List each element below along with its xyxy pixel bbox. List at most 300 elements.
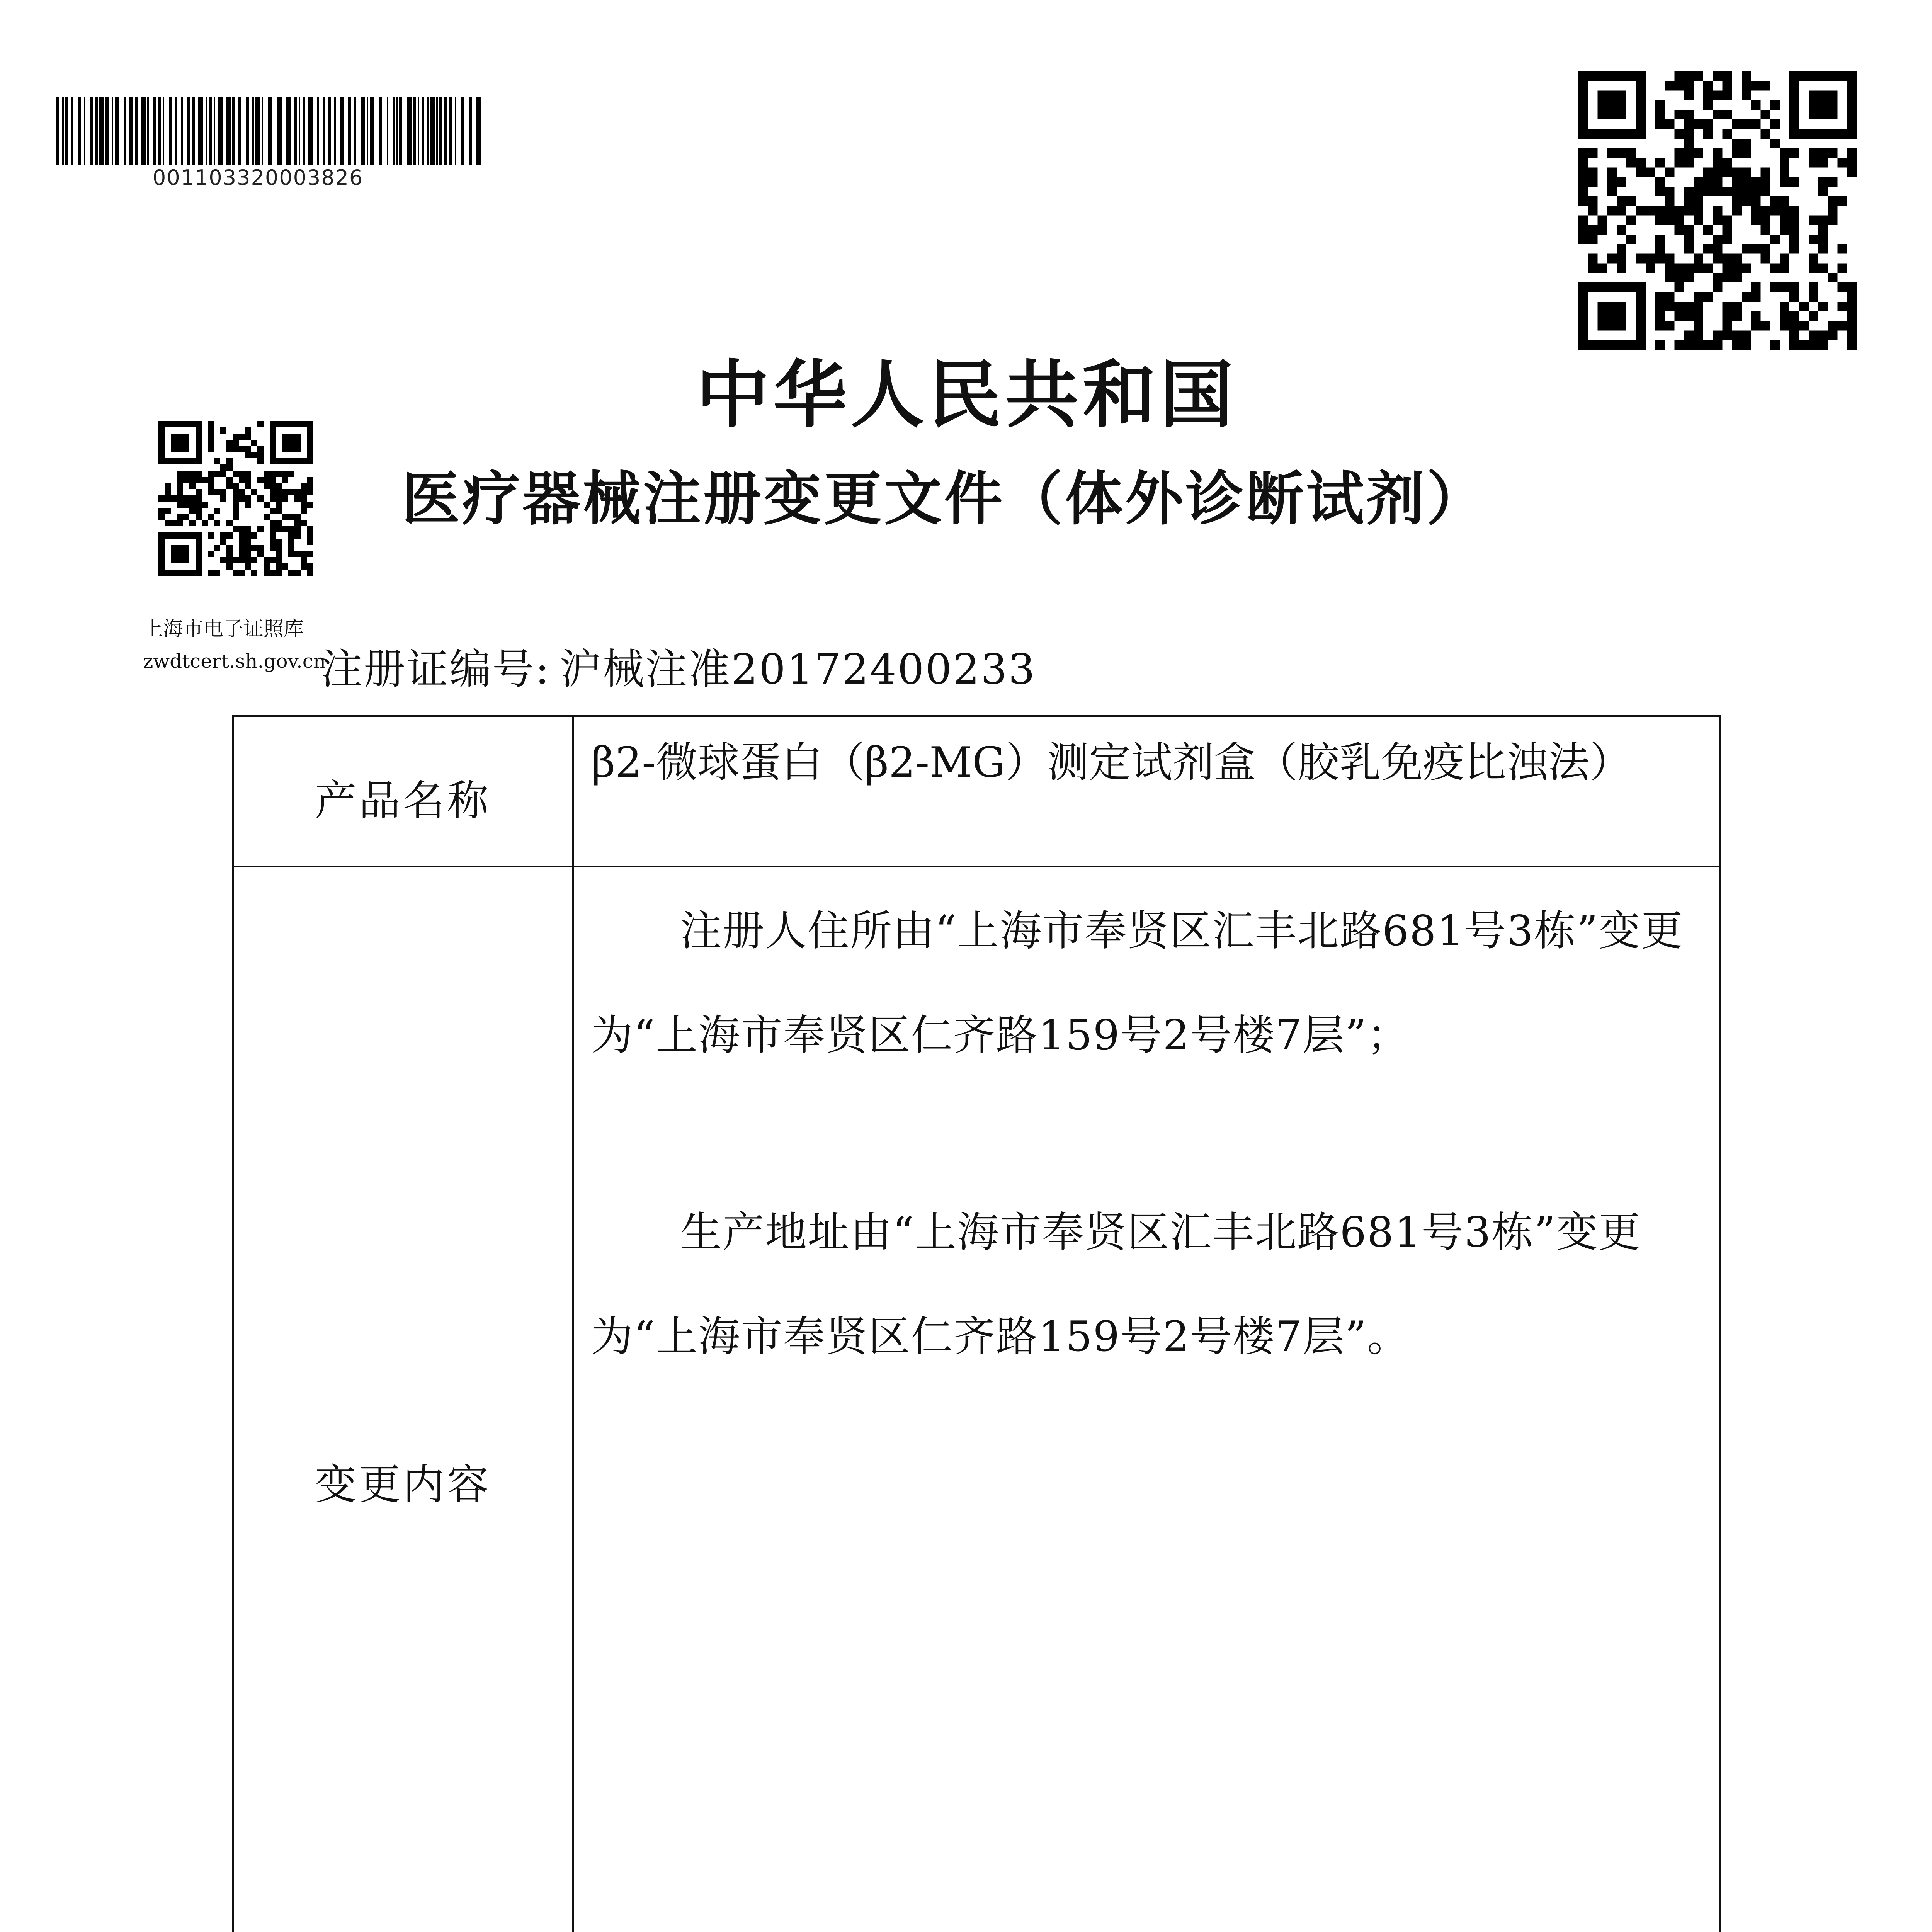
qr-module	[1684, 110, 1694, 119]
qr-module	[1674, 282, 1684, 292]
qr-module	[1674, 158, 1684, 167]
qr-module	[1655, 100, 1665, 110]
qr-module	[1789, 206, 1799, 216]
qr-module	[288, 489, 294, 495]
qr-module	[270, 520, 276, 526]
qr-module	[276, 520, 282, 526]
qr-module	[226, 557, 233, 563]
qr-module	[1684, 187, 1694, 196]
qr-module	[1684, 311, 1694, 321]
qr-module	[1780, 225, 1789, 235]
registration-number-line	[321, 636, 1036, 696]
qr-module	[1732, 311, 1742, 321]
qr-module	[301, 489, 307, 495]
qr-module	[1742, 71, 1751, 81]
qr-module	[257, 495, 264, 502]
qr-module	[239, 539, 245, 545]
qr-module	[1809, 292, 1818, 302]
qr-module	[1732, 302, 1742, 311]
barcode-bar	[317, 97, 319, 165]
qr-module	[1751, 119, 1761, 129]
qr-module	[294, 551, 301, 557]
qr-module	[245, 545, 251, 551]
qr-module	[189, 502, 196, 508]
qr-module	[1789, 292, 1799, 302]
qr-module	[1722, 110, 1732, 119]
qr-module	[220, 532, 226, 539]
product-name-label: 产品名称	[315, 777, 491, 825]
qr-module	[1617, 177, 1626, 187]
qr-module	[307, 563, 313, 570]
qr-module	[245, 452, 251, 458]
qr-module	[1722, 273, 1732, 282]
barcode-bar	[286, 97, 291, 165]
qr-module	[264, 563, 270, 570]
barcode-bar	[299, 97, 300, 165]
qr-module	[1809, 264, 1818, 273]
qr-module	[1722, 158, 1732, 167]
qr-module	[177, 495, 183, 502]
qr-module	[239, 557, 245, 563]
qr-module	[1770, 139, 1780, 148]
qr-module	[1818, 177, 1828, 187]
qr-module	[1684, 119, 1694, 129]
qr-module	[165, 489, 171, 495]
qr-module	[1761, 81, 1770, 91]
qr-module	[276, 557, 282, 563]
qr-module	[177, 489, 183, 495]
barcode-bar	[354, 97, 356, 165]
qr-module	[183, 495, 189, 502]
qr-module	[1837, 282, 1847, 292]
qr-module	[1847, 321, 1857, 331]
qr-module	[1684, 196, 1694, 206]
qr-module	[282, 514, 288, 520]
qr-module	[276, 495, 282, 502]
barcode-bar	[129, 97, 133, 165]
barcode-bar	[396, 97, 398, 165]
qr-module	[1713, 187, 1723, 196]
qr-module	[1694, 196, 1703, 206]
qr-module	[158, 508, 165, 514]
qr-module	[1722, 71, 1732, 81]
barcode-bar	[430, 97, 435, 165]
qr-module	[1722, 264, 1732, 273]
barcode-bar	[226, 97, 231, 165]
qr-module	[294, 532, 301, 539]
qr-module	[1578, 148, 1588, 158]
qr-module	[1751, 311, 1761, 321]
qr-module	[1809, 311, 1818, 321]
qr-module	[214, 471, 220, 477]
qr-module	[1674, 206, 1684, 216]
qr-module	[294, 520, 301, 526]
qr-module	[1809, 235, 1818, 244]
qr-module	[294, 514, 301, 520]
qr-module	[1588, 264, 1598, 273]
qr-module	[208, 514, 214, 520]
qr-module	[1742, 264, 1751, 273]
registration-number-label: 注册证编号:	[321, 645, 551, 694]
qr-module	[1598, 264, 1607, 273]
qr-module	[1694, 206, 1703, 216]
qr-module	[183, 471, 189, 477]
qr-module	[276, 545, 282, 551]
qr-module	[301, 495, 307, 502]
qr-module	[270, 532, 276, 539]
qr-module	[1761, 244, 1770, 254]
barcode-bar	[65, 97, 68, 165]
qr-module	[214, 570, 220, 576]
qr-module	[276, 570, 282, 576]
qr-module	[307, 502, 313, 508]
qr-module	[245, 502, 251, 508]
qr-module	[1655, 177, 1665, 187]
barcode-bar	[340, 97, 344, 165]
qr-module	[288, 526, 294, 532]
qr-module	[276, 489, 282, 495]
qr-module	[1655, 215, 1665, 225]
qr-module	[1722, 254, 1732, 264]
qr-module	[1809, 148, 1818, 158]
qr-module	[196, 495, 202, 502]
qr-module	[1847, 167, 1857, 177]
qr-module	[208, 489, 214, 495]
barcode-bar	[399, 97, 402, 165]
qr-module	[1578, 196, 1588, 206]
qr-module	[1809, 158, 1818, 167]
barcode-bar	[370, 97, 374, 165]
qr-module	[245, 495, 251, 502]
barcode-bar	[192, 97, 195, 165]
barcode-bar	[268, 97, 272, 165]
qr-module	[1828, 215, 1838, 225]
qr-module	[1847, 292, 1857, 302]
qr-module	[1665, 254, 1674, 264]
barcode-bar	[393, 97, 395, 165]
qr-module	[1780, 311, 1789, 321]
qr-module	[1761, 187, 1770, 196]
qr-module	[276, 508, 282, 514]
qr-module	[1655, 235, 1665, 244]
qr-module	[1751, 321, 1761, 331]
document-subtitle: 医疗器械注册变更文件（体外诊断试剂）	[402, 466, 1487, 533]
qr-module	[270, 477, 276, 483]
qr-module	[1674, 148, 1684, 158]
qr-module	[233, 446, 239, 452]
qr-module	[239, 570, 245, 576]
qr-module	[1684, 244, 1694, 254]
qr-module	[1578, 187, 1588, 196]
qr-module	[1837, 264, 1847, 273]
qr-module	[1665, 196, 1674, 206]
qr-module	[1732, 206, 1742, 216]
qr-module	[307, 570, 313, 576]
barcode-bar	[141, 97, 146, 165]
qr-module	[1674, 81, 1684, 91]
qr-module	[1607, 177, 1617, 187]
qr-module	[1780, 158, 1789, 167]
qr-module	[208, 477, 214, 483]
barcode-bar	[455, 97, 456, 165]
qr-module	[1847, 311, 1857, 321]
qr-module	[1607, 187, 1617, 196]
barcode-bar	[112, 97, 113, 165]
qr-module	[1684, 235, 1694, 244]
qr-module	[288, 532, 294, 539]
qr-module	[1742, 119, 1751, 129]
qr-module	[301, 520, 307, 526]
qr-module	[1665, 302, 1674, 311]
qr-module	[1598, 215, 1607, 225]
qr-module	[1588, 148, 1598, 158]
qr-module	[239, 446, 245, 452]
qr-module	[1847, 282, 1857, 292]
qr-module	[1607, 206, 1617, 216]
qr-module	[307, 539, 313, 545]
table-column-divider	[572, 717, 574, 1932]
official-seal	[773, 1928, 1144, 1932]
qr-module	[171, 520, 177, 526]
qr-module	[1818, 264, 1828, 273]
qr-module	[1742, 196, 1751, 206]
qr-module	[1742, 292, 1751, 302]
qr-module	[257, 526, 264, 532]
qr-module	[251, 532, 257, 539]
qr-module	[1713, 254, 1723, 264]
qr-module	[1732, 177, 1742, 187]
qr-module	[301, 551, 307, 557]
qr-module	[1598, 225, 1607, 235]
barcode-bar	[147, 97, 149, 165]
qr-module	[226, 458, 233, 464]
qr-module	[1713, 167, 1723, 177]
qr-module	[233, 502, 239, 508]
qr-module	[1703, 81, 1713, 91]
qr-module	[233, 570, 239, 576]
qr-module	[1847, 148, 1857, 158]
barcode-bar	[158, 97, 161, 165]
qr-module	[1626, 215, 1636, 225]
qr-module	[1713, 206, 1723, 216]
qr-module	[1588, 196, 1598, 206]
qr-module	[1761, 225, 1770, 235]
qr-module	[1713, 71, 1723, 81]
qr-module	[226, 483, 233, 489]
qr-module	[1770, 264, 1780, 273]
qr-module	[196, 514, 202, 520]
change-document-table	[232, 715, 1721, 1932]
qr-module	[1847, 158, 1857, 167]
qr-module	[1837, 196, 1847, 206]
qr-module	[226, 545, 233, 551]
qr-module	[239, 477, 245, 483]
qr-module	[1694, 254, 1703, 264]
qr-module	[1694, 311, 1703, 321]
qr-module	[270, 526, 276, 532]
barcode-bar	[436, 97, 438, 165]
qr-module	[288, 539, 294, 545]
qr-module	[270, 483, 276, 489]
qr-module	[1742, 177, 1751, 187]
qr-module	[1732, 148, 1742, 158]
qr-module	[1780, 167, 1789, 177]
qr-module	[1636, 158, 1646, 167]
qr-module	[1626, 148, 1636, 158]
qr-module	[226, 464, 233, 471]
qr-module	[1617, 225, 1626, 235]
qr-module	[251, 489, 257, 495]
barcode-bar	[238, 97, 242, 165]
qr-module	[1588, 235, 1598, 244]
qr-module	[171, 495, 177, 502]
qr-module	[1626, 158, 1636, 167]
qr-module	[1751, 206, 1761, 216]
qr-module	[233, 495, 239, 502]
qr-module	[1665, 215, 1674, 225]
barcode-bar	[413, 97, 416, 165]
change-paragraph-1: 注册人住所由“上海市奉贤区汇丰北路681号3栋”变更为“上海市奉贤区仁齐路159号2号楼7层”；	[591, 907, 1684, 1060]
qr-module	[1694, 302, 1703, 311]
qr-module	[1655, 158, 1665, 167]
qr-module	[1722, 302, 1732, 311]
qr-module	[1732, 139, 1742, 148]
barcode-bar	[78, 97, 81, 165]
qr-module	[177, 471, 183, 477]
qr-module	[245, 532, 251, 539]
qr-module	[1674, 264, 1684, 273]
qr-module	[196, 489, 202, 495]
qr-module	[1655, 244, 1665, 254]
qr-module	[1789, 282, 1799, 292]
qr-module	[1703, 167, 1713, 177]
qr-module	[1646, 206, 1655, 216]
qr-module	[177, 520, 183, 526]
qr-module	[1818, 158, 1828, 167]
qr-module	[1694, 187, 1703, 196]
qr-module	[1684, 225, 1694, 235]
qr-module	[276, 526, 282, 532]
qr-module	[1780, 282, 1789, 292]
qr-module	[1818, 302, 1828, 311]
qr-module	[1684, 158, 1694, 167]
qr-module	[189, 483, 196, 489]
qr-module	[1722, 91, 1732, 100]
barcode-bar	[308, 97, 313, 165]
qr-module	[1761, 110, 1770, 119]
qr-module	[189, 471, 196, 477]
qr-module	[1722, 321, 1732, 331]
qr-module	[1578, 225, 1588, 235]
qr-module	[288, 514, 294, 520]
qr-module	[264, 477, 270, 483]
qr-module	[239, 495, 245, 502]
qr-module	[214, 458, 220, 464]
barcode-bar	[367, 97, 368, 165]
qr-module	[245, 477, 251, 483]
qr-module	[1828, 148, 1838, 158]
qr-module	[189, 508, 196, 514]
qr-module	[1847, 302, 1857, 311]
barcode-number: 001103320003826	[153, 165, 364, 190]
qr-module	[1694, 177, 1703, 187]
qr-module	[1703, 187, 1713, 196]
qr-module	[257, 477, 264, 483]
qr-module	[189, 495, 196, 502]
qr-module	[1837, 158, 1847, 167]
qr-module	[1665, 264, 1674, 273]
qr-module	[1694, 321, 1703, 331]
qr-module	[282, 471, 288, 477]
qr-module	[239, 551, 245, 557]
qr-module	[1694, 71, 1703, 81]
qr-module	[226, 446, 233, 452]
qr-module	[1722, 129, 1732, 139]
qr-module	[1684, 71, 1694, 81]
qr-module	[1578, 158, 1588, 167]
qr-module	[276, 551, 282, 557]
qr-module	[282, 563, 288, 570]
qr-module	[183, 514, 189, 520]
barcode-bar	[124, 97, 126, 165]
qr-module	[1780, 302, 1789, 311]
qr-module	[245, 551, 251, 557]
qr-module	[288, 545, 294, 551]
qr-module	[202, 502, 208, 508]
barcode-bar	[461, 97, 464, 165]
qr-module	[1761, 254, 1770, 264]
qr-module	[177, 477, 183, 483]
qr-module	[1732, 254, 1742, 264]
qr-module	[1703, 264, 1713, 273]
qr-module	[1626, 196, 1636, 206]
qr-module	[1770, 196, 1780, 206]
qr-module	[1751, 282, 1761, 292]
qr-module	[1713, 244, 1723, 254]
qr-module	[288, 570, 294, 576]
qr-module	[1617, 244, 1626, 254]
qr-module	[1713, 282, 1723, 292]
qr-module	[276, 483, 282, 489]
barcode-bar	[115, 97, 119, 165]
qr-module	[1751, 187, 1761, 196]
qr-module	[177, 502, 183, 508]
qr-module	[1655, 119, 1665, 129]
qr-module	[208, 483, 214, 489]
qr-module	[208, 532, 214, 539]
barcode-bar	[422, 97, 424, 165]
qr-module	[1674, 225, 1684, 235]
qr-module	[1818, 225, 1828, 235]
qr-module	[226, 563, 233, 570]
qr-module	[1761, 215, 1770, 225]
qr-module	[257, 452, 264, 458]
qr-module	[208, 551, 214, 557]
qr-module	[251, 570, 257, 576]
qr-module	[1761, 167, 1770, 177]
qr-module	[282, 495, 288, 502]
qr-module	[1588, 177, 1598, 187]
qr-module	[276, 471, 282, 477]
qr-module	[196, 502, 202, 508]
qr-module	[251, 452, 257, 458]
qr-module	[226, 532, 233, 539]
qr-module	[1684, 81, 1694, 91]
qr-module	[1607, 254, 1617, 264]
qr-module	[264, 557, 270, 563]
qr-module	[1761, 206, 1770, 216]
qr-module	[1742, 187, 1751, 196]
